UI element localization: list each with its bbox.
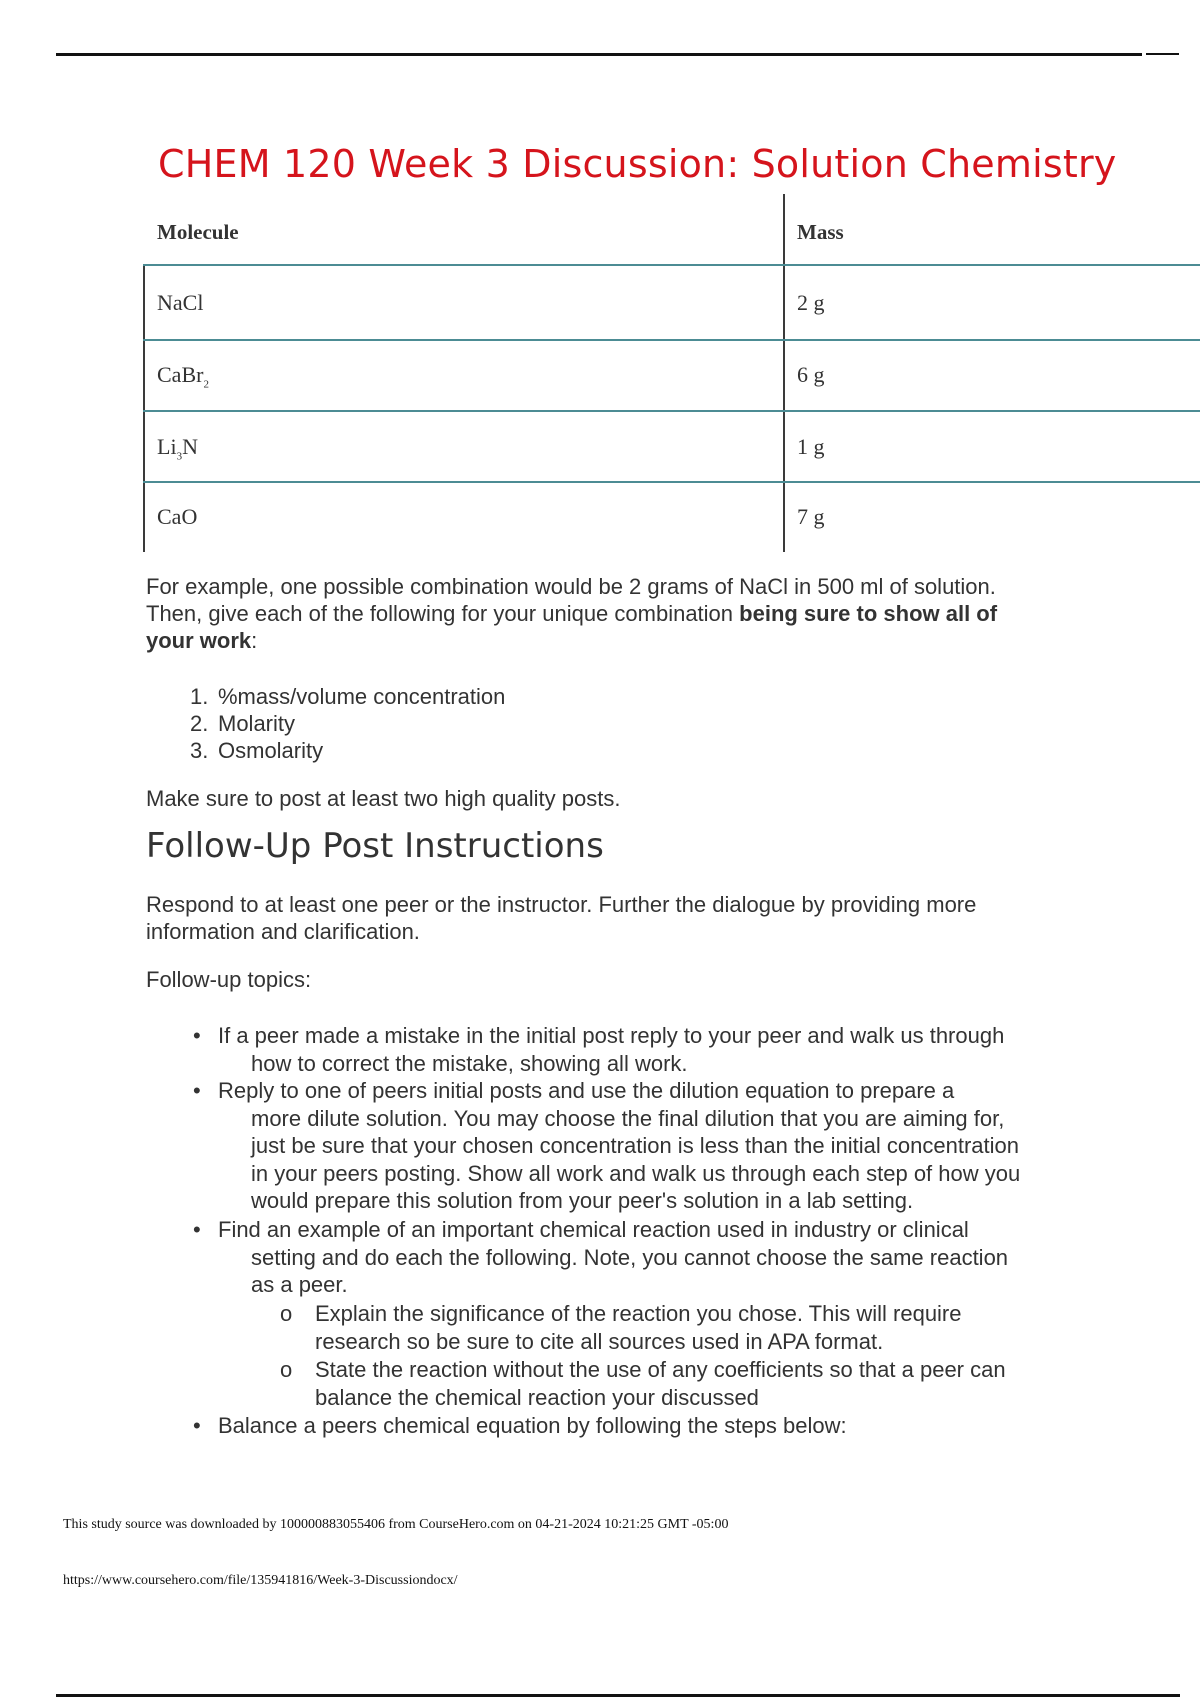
list-number: 1.	[190, 684, 209, 709]
sub-bullet-icon: o	[280, 1301, 293, 1326]
sub-bullet-line: research so be sure to cite all sources used in APA format.	[315, 1328, 884, 1354]
bullet-line: If a peer made a mistake in the initial post reply to your peer and walk us through	[218, 1023, 1005, 1048]
bullet-icon: •	[193, 1217, 201, 1242]
table-row-divider	[143, 481, 1200, 483]
example-bold: your work	[146, 628, 252, 653]
table-row-divider	[143, 339, 1200, 341]
post-note: Make sure to post at least two high quality posts.	[146, 786, 621, 811]
respond-line: information and clarification.	[146, 919, 420, 944]
example-text: Then, give each of the following for your unique combination	[146, 601, 734, 626]
bullet-item	[193, 1412, 847, 1440]
top-rule-tail	[1146, 53, 1179, 55]
bullet-line: as a peer.	[251, 1272, 348, 1297]
formula-text: N	[182, 434, 198, 459]
example-line	[146, 600, 1096, 627]
molecule-table	[143, 194, 1200, 552]
example-text: :	[251, 628, 258, 653]
bullet-item	[193, 1077, 1021, 1215]
list-item	[190, 683, 505, 710]
formula-subscript: 2	[203, 378, 209, 391]
table-cell-molecule: NaCl	[157, 290, 204, 315]
source-url-link[interactable]: https://www.coursehero.com/file/135941816/Week-3-Discussiondocx/	[63, 1573, 458, 1588]
page-title: CHEM 120 Week 3 Discussion: Solution Chemistry	[158, 142, 1117, 186]
download-notice: This study source was downloaded by 100000883055406 from CourseHero.com on 04-21-2024 10:21:25 GMT -05:00	[63, 1517, 729, 1532]
list-item-text: Osmolarity	[218, 738, 324, 763]
table-header-mass: Mass	[797, 220, 844, 244]
table-cell-molecule: CaO	[157, 504, 198, 529]
numbered-list	[190, 683, 505, 764]
table-row-divider	[143, 410, 1200, 412]
sub-bullet-line: balance the chemical reaction your discussed	[315, 1384, 759, 1410]
top-rule	[56, 53, 1142, 56]
bullet-line: more dilute solution. You may choose the final dilution that you are aiming for,	[251, 1105, 1005, 1131]
bullet-item	[193, 1216, 1009, 1299]
bullet-line: Find an example of an important chemical reaction used in industry or clinical	[218, 1217, 969, 1242]
bullet-icon: •	[193, 1023, 201, 1048]
table-cell-molecule	[157, 434, 198, 462]
table-cell-mass: 2 g	[797, 290, 825, 315]
sub-bullet-item	[280, 1356, 1006, 1411]
list-number: 3.	[190, 738, 209, 763]
followup-heading: Follow-Up Post Instructions	[146, 826, 604, 866]
table-cell-molecule	[157, 362, 209, 390]
formula-text: Li	[157, 434, 177, 459]
bullet-icon: •	[193, 1078, 201, 1103]
bullet-line: Balance a peers chemical equation by following the steps below:	[218, 1413, 847, 1438]
table-header-molecule: Molecule	[157, 220, 239, 244]
example-line	[146, 627, 1096, 654]
bullet-icon: •	[193, 1413, 201, 1438]
list-item-text: %mass/volume concentration	[218, 684, 506, 709]
bottom-rule	[56, 1694, 1180, 1697]
list-item	[190, 710, 505, 737]
table-cell-mass: 1 g	[797, 434, 825, 459]
bullet-line: in your peers posting. Show all work and walk us through each step of how you	[251, 1160, 1021, 1186]
sub-bullet-line: Explain the significance of the reaction you chose. This will require	[315, 1301, 962, 1326]
example-paragraph	[146, 573, 1096, 654]
bullet-line: how to correct the mistake, showing all work.	[251, 1050, 688, 1076]
respond-paragraph	[146, 891, 1096, 945]
example-line: For example, one possible combination would be 2 grams of NaCl in 500 ml of solution.	[146, 574, 996, 599]
formula-text: CaBr	[157, 362, 204, 387]
example-bold: being sure to show all of	[739, 601, 998, 626]
bullet-line: just be sure that your chosen concentration is less than the initial concentration	[251, 1133, 1020, 1158]
bullet-line: setting and do each the following. Note, you cannot choose the same reaction	[251, 1244, 1009, 1270]
formula-subscript: 3	[176, 450, 183, 463]
sub-bullet-item	[280, 1300, 962, 1355]
table-cell-mass: 6 g	[797, 362, 825, 387]
sub-bullet-icon: o	[280, 1357, 293, 1382]
table-row-divider	[143, 264, 1200, 266]
respond-line: Respond to at least one peer or the instructor. Further the dialogue by providing more	[146, 892, 977, 917]
table-cell-mass: 7 g	[797, 504, 825, 529]
bullet-item	[193, 1022, 1005, 1077]
table-left-border	[143, 264, 145, 552]
topics-label: Follow-up topics:	[146, 967, 312, 992]
list-number: 2.	[190, 711, 209, 736]
bullet-line: Reply to one of peers initial posts and use the dilution equation to prepare a	[218, 1078, 955, 1103]
table-column-divider	[783, 194, 785, 552]
sub-bullet-line: State the reaction without the use of any coefficients so that a peer can	[315, 1357, 1006, 1382]
list-item-text: Molarity	[218, 711, 296, 736]
bullet-line: would prepare this solution from your peer's solution in a lab setting.	[251, 1188, 914, 1213]
list-item	[190, 737, 505, 764]
